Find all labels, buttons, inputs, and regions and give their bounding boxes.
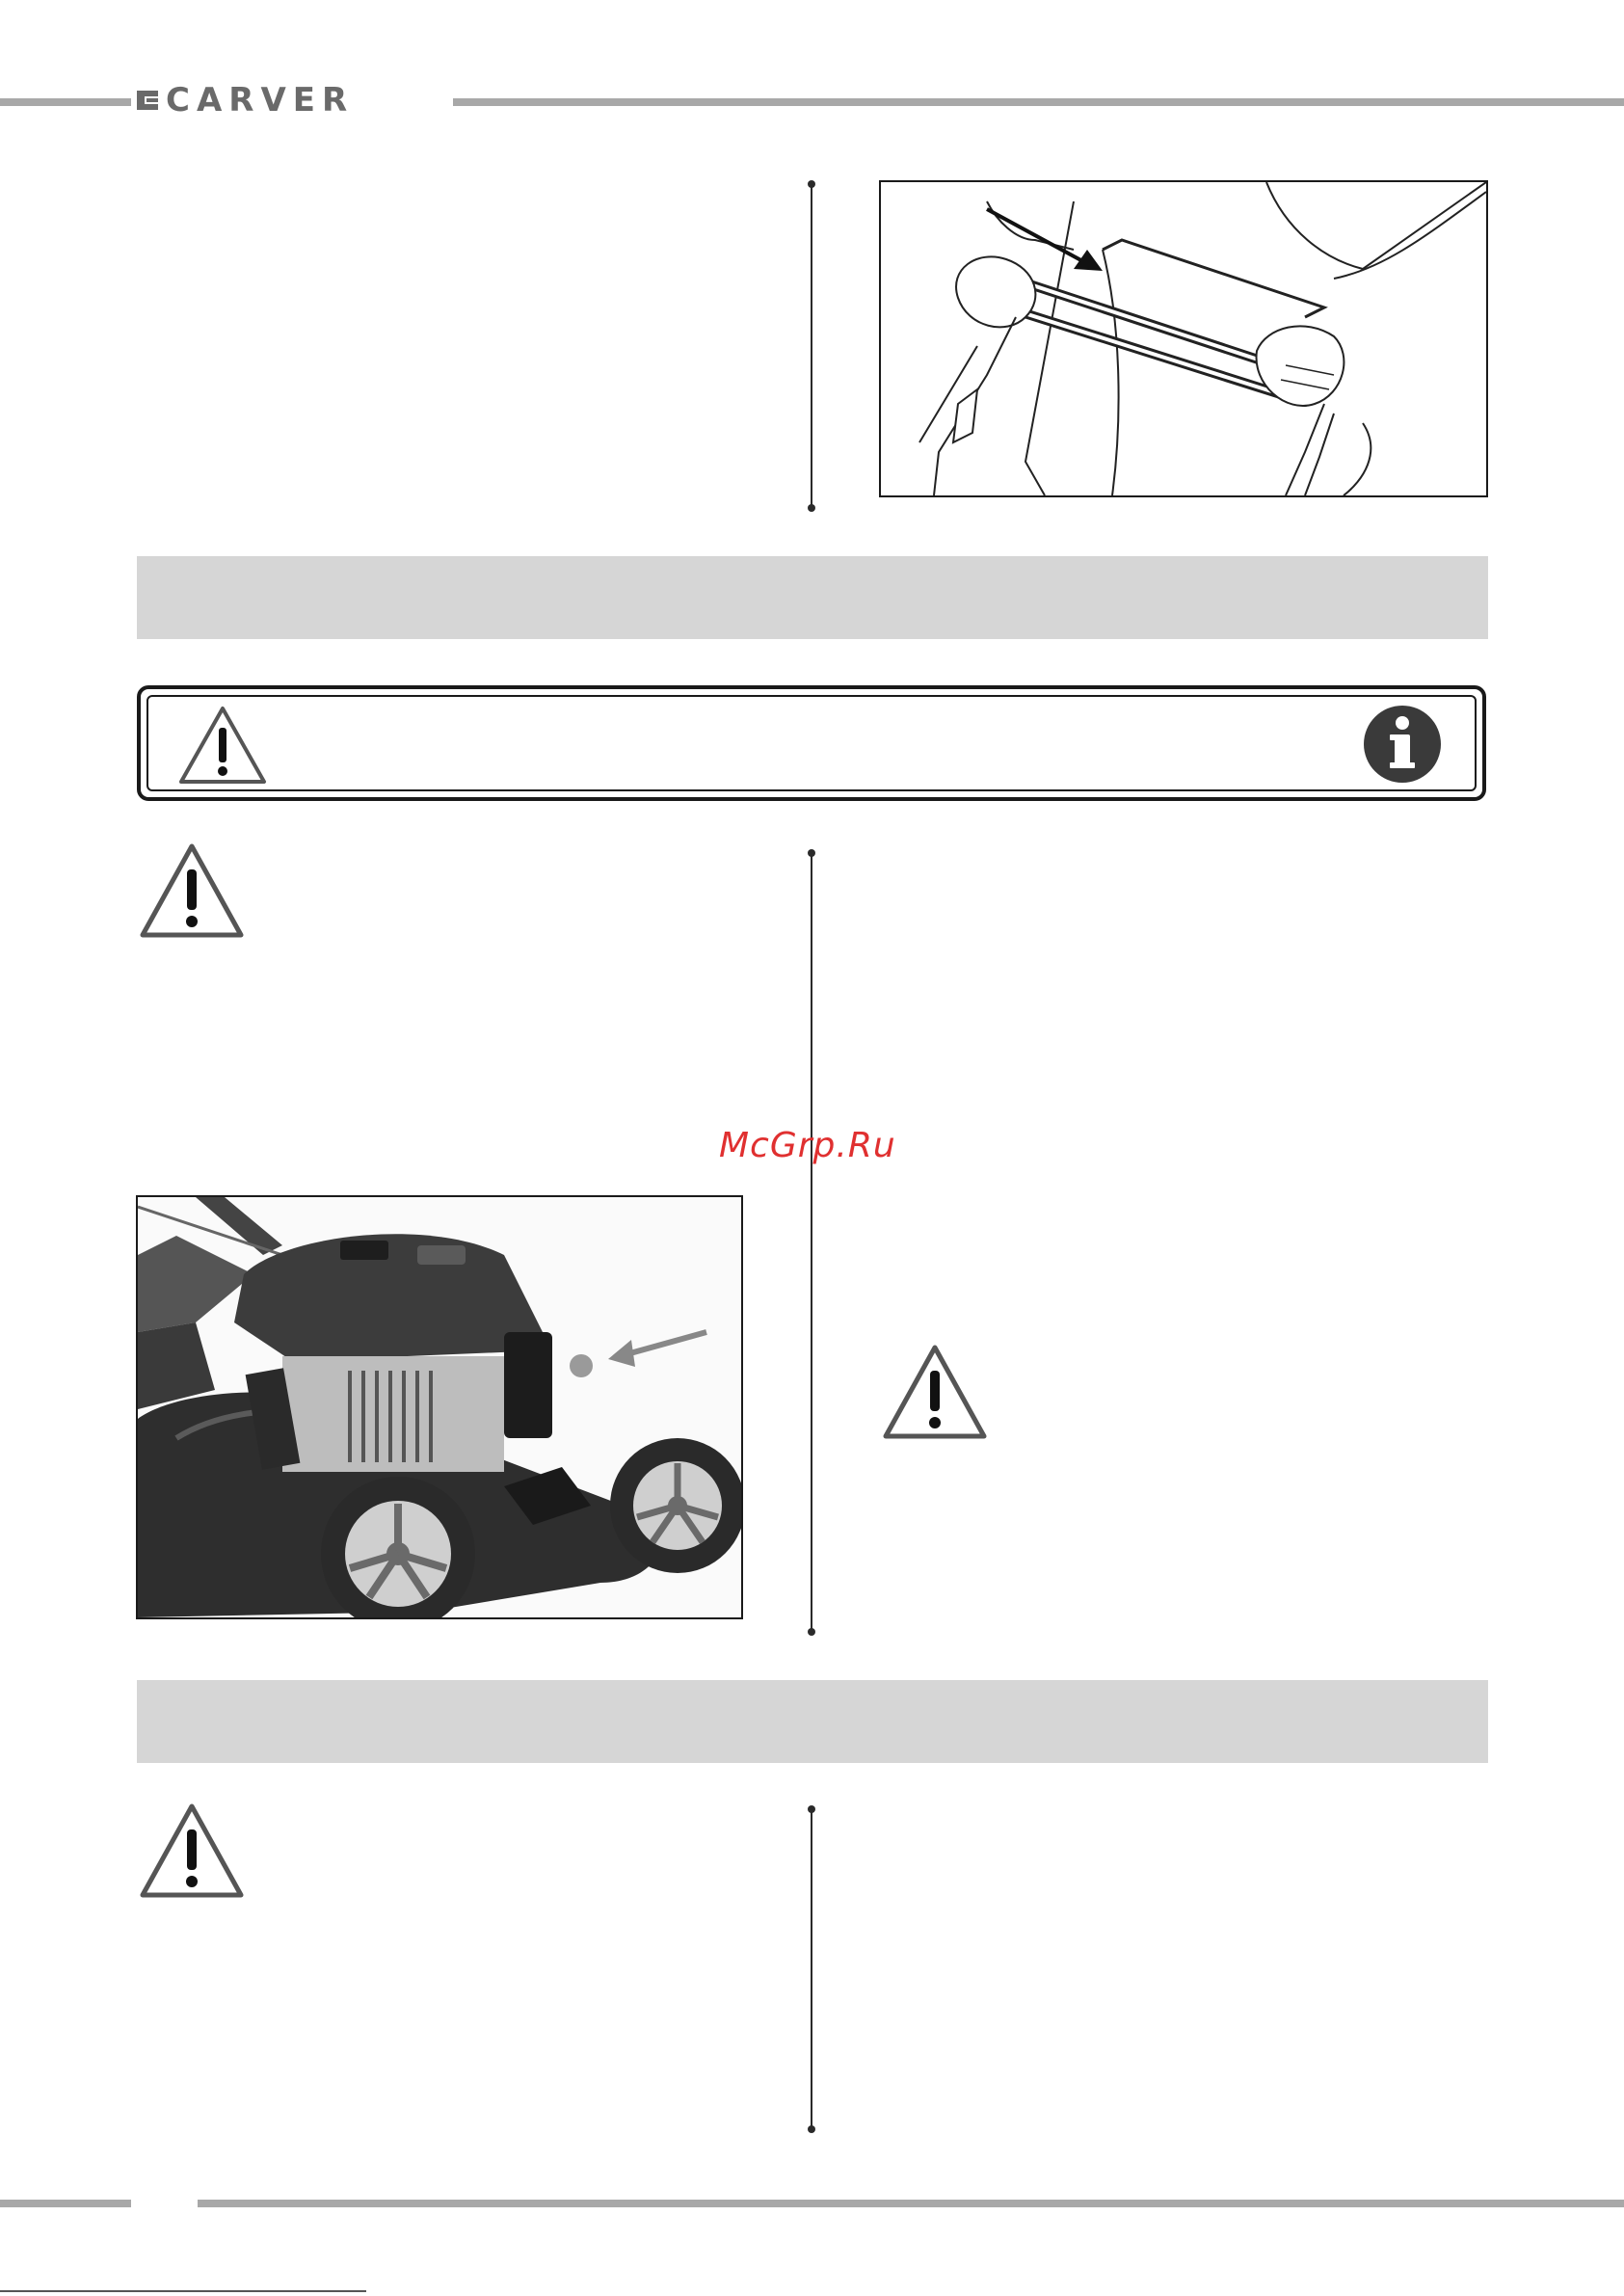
mower-figure bbox=[136, 1195, 743, 1619]
warning-triangle-icon bbox=[177, 705, 268, 786]
footer-rule-left bbox=[0, 2200, 131, 2207]
footer-thin-rule bbox=[0, 2290, 366, 2292]
handle-grip-illustration bbox=[881, 182, 1486, 495]
notice-box-inner bbox=[146, 695, 1477, 791]
info-circle-icon bbox=[1363, 705, 1442, 784]
brand-name: CARVER bbox=[166, 81, 355, 120]
divider-dot bbox=[808, 849, 815, 857]
page-number bbox=[133, 2180, 199, 2223]
header-rule-right bbox=[453, 98, 1624, 106]
footer-rule-right bbox=[198, 2200, 1624, 2207]
notice-box bbox=[137, 685, 1486, 801]
divider-dot bbox=[808, 1628, 815, 1636]
brand-logo bbox=[137, 83, 441, 118]
column-divider-1 bbox=[811, 184, 812, 508]
divider-dot bbox=[808, 180, 815, 188]
divider-dot bbox=[808, 1805, 815, 1813]
warning-triangle-icon bbox=[139, 1802, 245, 1899]
handle-figure bbox=[879, 180, 1488, 497]
warning-triangle-icon bbox=[139, 842, 245, 939]
section-header-band-1 bbox=[137, 556, 1488, 639]
divider-dot bbox=[808, 504, 815, 512]
warning-triangle-icon bbox=[882, 1344, 988, 1440]
section-header-band-2 bbox=[137, 1680, 1488, 1763]
watermark-text: McGrp.Ru bbox=[719, 1126, 896, 1165]
header-rule-left bbox=[0, 98, 131, 106]
divider-dot bbox=[808, 2125, 815, 2133]
column-divider-3 bbox=[811, 1809, 812, 2129]
lawn-mower-illustration bbox=[138, 1197, 741, 1617]
brand-mark-icon bbox=[137, 89, 160, 112]
column-divider-2 bbox=[811, 853, 812, 1632]
